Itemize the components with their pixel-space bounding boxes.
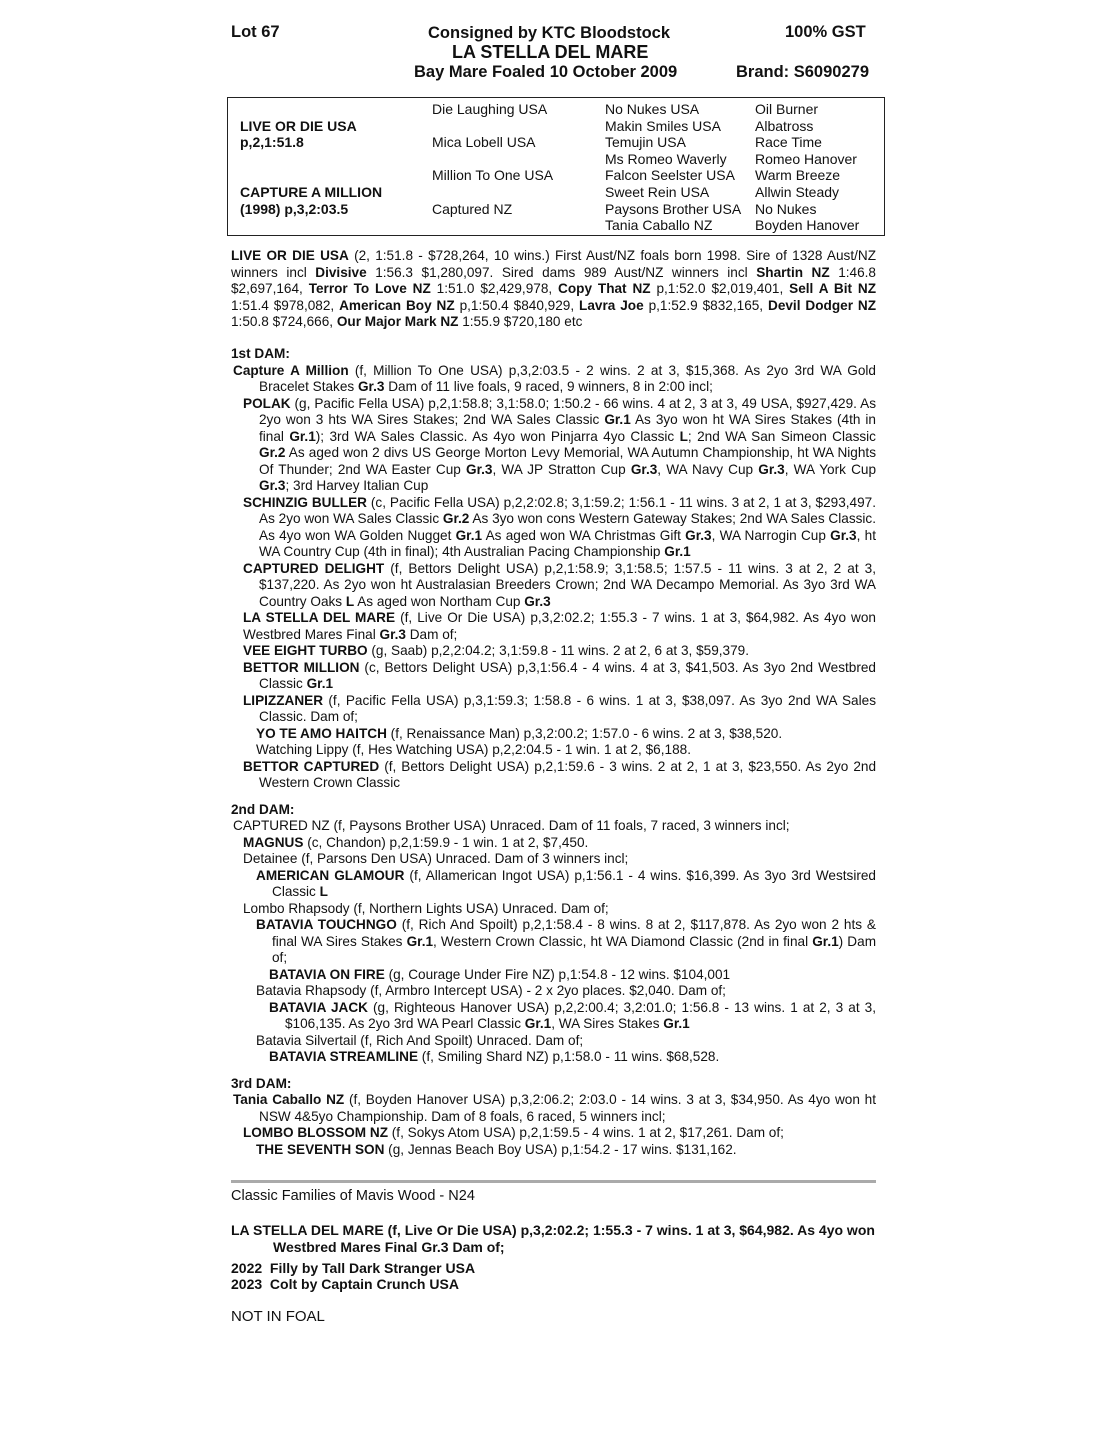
ped-g2: Million To One USA: [432, 167, 554, 183]
ped-g4: Allwin Steady: [755, 184, 840, 200]
bold-text: 2nd DAM:: [231, 801, 295, 817]
lot-number: Lot 67: [231, 23, 280, 41]
bold-text: Gr.1: [663, 1016, 690, 1031]
bold-text: VEE EIGHT TURBO: [243, 643, 368, 658]
text-run: (c, Chandon) p,2,1:59.9 - 1 win. 1 at 2, $7,450.: [303, 834, 589, 850]
family-entry: [231, 917, 876, 967]
ped-g2: Captured NZ: [432, 201, 513, 217]
bold-text: Sell A Bit NZ: [789, 281, 877, 296]
bold-text: BETTOR CAPTURED: [243, 758, 380, 774]
text-run: (f, Bettors Delight USA) p,2,1:59.6 - 3 wins. 2 at 2, 1 at 3, $23,550. As 2yo 2nd Western Crown Classic: [259, 758, 877, 790]
ped-g4: Boyden Hanover: [755, 217, 860, 233]
text-run: ; 3rd Harvey Italian Cup: [285, 478, 429, 493]
bold-text: 3rd DAM:: [231, 1075, 292, 1091]
bold-text: L: [345, 593, 355, 609]
bold-text: Gr.2: [442, 511, 470, 526]
bold-text: Gr.1: [455, 527, 483, 543]
horse-name: LA STELLA DEL MARE: [452, 42, 649, 62]
family-entry: [231, 643, 876, 660]
bold-text: Gr.1: [664, 544, 691, 559]
ped-g4: No Nukes: [755, 201, 817, 217]
bold-text: LA STELLA DEL MARE: [243, 610, 396, 625]
sire-summary: [231, 248, 876, 331]
ped-g3: Makin Smiles USA: [605, 118, 721, 134]
text-run: , ht WA Country Cup (4th in final); 4th Australian Pacing Championship: [259, 527, 876, 559]
bold-text: Shartin NZ: [756, 264, 830, 280]
text-run: (f, Smiling Shard NZ) p,1:58.0 - 11 wins. $68,528.: [418, 1049, 720, 1064]
bold-text: L: [319, 884, 328, 899]
family-entry: [231, 693, 876, 726]
bold-text: 1st DAM:: [231, 346, 290, 361]
sire-paragraph: [231, 248, 876, 331]
family-entry: [231, 1092, 876, 1125]
bold-text: MAGNUS: [243, 834, 304, 850]
bold-text: Capture A Million: [233, 362, 349, 378]
ped-g3: Ms Romeo Waverly: [605, 151, 727, 167]
bold-text: CAPTURED DELIGHT: [243, 560, 385, 576]
text-run: 1:46.8 $2,697,164,: [231, 264, 876, 296]
bold-text: SCHINZIG BULLER: [243, 494, 367, 510]
bold-text: Gr.3: [524, 593, 551, 609]
ped-g4: Warm Breeze: [755, 167, 841, 183]
text-run: (g, Saab) p,2,2:04.2; 3,1:59.8 - 11 wins. 2 at 2, 6 at 3, $59,379.: [367, 643, 750, 658]
foaled-info: Bay Mare Foaled 10 October 2009: [414, 63, 678, 81]
text-run: 1:56.3 $1,280,097. Sired dams 989 Aust/NZ winners incl: [366, 264, 757, 280]
family-entry: [231, 1000, 876, 1033]
bold-text: Gr.3: [466, 461, 493, 477]
text-run: Batavia Silvertail (f, Rich And Spoilt) Unraced. Dam of;: [256, 1032, 584, 1048]
bold-text: Gr.3: [685, 527, 712, 543]
bold-text: American Boy NZ: [339, 297, 455, 313]
bold-text: Gr.3: [259, 478, 286, 493]
section-heading: [231, 346, 876, 363]
family-entry: [231, 396, 876, 495]
text-run: Dam of 11 live foals, 9 raced, 9 winners, 8 in 2:00 incl;: [384, 379, 713, 394]
gst-label: 100% GST: [785, 23, 866, 41]
family-entry: [231, 1049, 876, 1066]
text-run: , WA Sires Stakes: [551, 1016, 664, 1031]
ped-dam: CAPTURE A MILLION: [240, 184, 383, 200]
section-heading: [231, 802, 876, 819]
text-run: , WA Navy Cup: [657, 461, 759, 477]
family-summary: LA STELLA DEL MARE (f, Live Or Die USA) p,3,2:02.2; 1:55.3 - 7 wins. 1 at 3, $64,982. As 4yo won Westbred Mares Final Gr.3 Dam of;: [231, 1222, 875, 1255]
bold-text: Gr.3: [379, 626, 406, 642]
text-run: 1:50.8 $724,666,: [231, 314, 337, 329]
text-run: Batavia Rhapsody (f, Armbro Intercept USA) - 2 x 2yo places. $2,040. Dam of;: [256, 983, 726, 998]
family-entry: [231, 363, 876, 396]
bold-text: L: [679, 428, 688, 444]
text-run: (2, 1:51.8 - $728,264, 10 wins.) First Aust/NZ foals born 1998. Sire of 1328 Aust/NZ winners incl: [231, 248, 876, 280]
text-run: p,1:52.9 $832,165,: [643, 297, 768, 313]
text-run: (c, Pacific Fella USA) p,2,2:02.8; 3,1:59.2; 1:56.1 - 11 wins. 3 at 2, 1 at 3, $293,497. As 2yo won WA Sales Classic: [259, 494, 876, 526]
text-run: As aged won WA Christmas Gift: [482, 527, 686, 543]
family-entry: [231, 983, 876, 1000]
text-run: 1:51.4 $978,082,: [231, 297, 340, 313]
bold-text: BATAVIA ON FIRE: [269, 966, 385, 982]
text-run: (f, Renaissance Man) p,3,2:00.2; 1:57.0 - 6 wins. 2 at 3, $38,520.: [386, 725, 783, 741]
text-run: (f, Pacific Fella USA) p,3,1:59.3; 1:58.8 - 6 wins. 1 at 3, $38,097. As 3yo 2nd WA Sales Classic. Dam of;: [259, 692, 876, 724]
text-run: , WA Narrogin Cup: [711, 527, 831, 543]
bold-text: Divisive: [315, 264, 367, 280]
family-title: Classic Families of Mavis Wood - N24: [231, 1188, 475, 1204]
text-run: p,1:52.0 $2,019,401,: [650, 281, 790, 296]
text-run: (f, Live Or Die USA) p,3,2:02.2; 1:55.3 - 7 wins. 1 at 3, $64,982. As 4yo won Westbred Mares Final: [243, 610, 876, 642]
text-run: (f, Million To One USA) p,3,2:03.5 - 2 wins. 2 at 3, $15,368. As 2yo 3rd WA Gold Bracelet Stakes: [259, 362, 876, 394]
bold-text: Lavra Joe: [579, 297, 644, 313]
bold-text: BATAVIA JACK: [269, 999, 368, 1015]
progeny-item: 2022 Filly by Tall Dark Stranger USA: [231, 1260, 476, 1276]
progeny-item: 2023 Colt by Captain Crunch USA: [231, 1276, 459, 1292]
bold-text: POLAK: [243, 395, 291, 411]
ped-g4: Albatross: [755, 118, 814, 134]
ped-g4: Romeo Hanover: [755, 151, 857, 167]
family-entry: [231, 1125, 876, 1142]
text-run: 1:51.0 $2,429,978,: [430, 281, 559, 296]
bold-text: BATAVIA STREAMLINE: [269, 1049, 419, 1064]
bold-text: LIPIZZANER: [243, 692, 324, 708]
family-entry: [231, 742, 876, 759]
text-run: p,1:50.4 $840,929,: [454, 297, 580, 313]
bold-text: Gr.1: [812, 933, 839, 949]
bold-text: THE SEVENTH SON: [256, 1141, 385, 1157]
family-entry: [231, 851, 876, 868]
bold-text: Gr.1: [524, 1016, 552, 1031]
bold-text: BATAVIA TOUCHNGO: [256, 917, 397, 932]
bold-text: Gr.1: [604, 412, 631, 427]
text-run: ); 3rd WA Sales Classic. As 4yo won Pinjarra 4yo Classic: [315, 428, 680, 444]
bold-text: Gr.3: [357, 379, 385, 394]
bold-text: Gr.1: [289, 428, 316, 444]
family-entry: [231, 759, 876, 792]
family-entry: [231, 868, 876, 901]
family-entry: [231, 967, 876, 984]
ped-g4: Race Time: [755, 134, 822, 150]
text-run: Detainee (f, Parsons Den USA) Unraced. Dam of 3 winners incl;: [243, 851, 629, 866]
bold-text: LIVE OR DIE USA: [231, 248, 349, 263]
text-run: (f, Rich And Spoilt) p,2,1:58.4 - 8 wins. 8 at 2, $117,878. As 2yo won 2 hts & final WA Sires Stakes: [272, 917, 876, 949]
text-run: (g, Righteous Hanover USA) p,2,2:00.4; 3,2:01.0; 1:56.8 - 13 wins. 1 at 2, 3 at 3, $106,135. As 2yo 3rd WA Pearl Classic: [285, 999, 876, 1031]
consigner: Consigned by KTC Bloodstock: [428, 24, 671, 42]
family-entry: [231, 901, 876, 918]
text-run: ) Dam of;: [272, 933, 877, 965]
text-run: , WA York Cup: [784, 461, 877, 477]
text-run: (g, Pacific Fella USA) p,2,1:58.8; 3,1:58.0; 1:50.2 - 66 wins. 4 at 2, 3 at 3, 49 USA, $927,429. As 2yo won 3 hts WA Sires Stakes; 2nd WA Sales Classic: [259, 395, 876, 427]
ped-g3: Sweet Rein USA: [605, 184, 710, 200]
ped-g3: Paysons Brother USA: [605, 201, 742, 217]
family-entry: [231, 660, 876, 693]
bold-text: Gr.3: [830, 527, 857, 543]
family-entry: [231, 835, 876, 852]
bold-text: YO TE AMO HAITCH: [256, 725, 387, 741]
ped-g3: Temujin USA: [605, 134, 686, 150]
ped-g4: Oil Burner: [755, 101, 819, 117]
family-entry: [231, 561, 876, 611]
text-run: , Western Crown Classic, ht WA Diamond Classic (2nd in final: [433, 933, 813, 949]
section-divider: [231, 1180, 876, 1183]
text-run: As 3yo won cons Western Gateway Stakes; 2nd WA Sales Classic. As 4yo won WA Golden Nugget: [259, 511, 877, 543]
ped-g2: Mica Lobell USA: [432, 134, 536, 150]
text-run: , WA JP Stratton Cup: [492, 461, 631, 477]
text-run: As aged won Northam Cup: [354, 593, 525, 609]
bold-text: Terror To Love NZ: [308, 281, 431, 296]
ped-g3: Tania Caballo NZ: [605, 217, 713, 233]
bold-text: Tania Caballo NZ: [233, 1092, 345, 1107]
family-entry: [231, 1033, 876, 1050]
text-run: (f, Allamerican Ingot USA) p,1:56.1 - 4 wins. $16,399. As 3yo 3rd Westsired Classic: [272, 867, 876, 899]
family-entry: [231, 726, 876, 743]
bold-text: Copy That NZ: [558, 281, 651, 296]
bold-text: Gr.1: [306, 676, 334, 691]
bold-text: AMERICAN GLAMOUR: [256, 867, 405, 883]
foal-status: NOT IN FOAL: [231, 1308, 325, 1325]
text-run: (f, Boyden Hanover USA) p,3,2:06.2; 2:03.0 - 14 wins. 3 at 3, $34,950. As 4yo won ht NSW 4&5yo Championship. Dam of 8 foals, 6 raced, 5 winners incl;: [259, 1092, 876, 1124]
text-run: (f, Sokys Atom USA) p,2,1:59.5 - 4 wins. 1 at 2, $17,261. Dam of;: [388, 1125, 784, 1140]
ped-sire: LIVE OR DIE USA: [240, 118, 357, 134]
text-run: Dam of;: [405, 626, 458, 642]
bold-text: Devil Dodger NZ: [768, 297, 877, 313]
text-run: CAPTURED NZ (f, Paysons Brother USA) Unraced. Dam of 11 foals, 7 raced, 3 winners incl;: [233, 818, 790, 833]
bold-text: Our Major Mark NZ: [336, 314, 459, 329]
text-run: ; 2nd WA San Simeon Classic: [687, 428, 876, 444]
family-entry: [231, 1142, 876, 1159]
brand: Brand: S6090279: [736, 63, 869, 81]
text-run: As 3yo won ht WA Sires Stakes (4th in final: [259, 412, 876, 444]
text-run: (c, Bettors Delight USA) p,3,1:56.4 - 4 wins. 4 at 3, $41,503. As 3yo 2nd Westbred Classic: [259, 659, 876, 691]
bold-text: Gr.2: [259, 445, 286, 460]
ped-sire-record: p,2,1:51.8: [240, 134, 304, 150]
ped-g2: Die Laughing USA: [432, 101, 548, 117]
bold-text: LOMBO BLOSSOM NZ: [243, 1125, 388, 1140]
ped-dam-record: (1998) p,3,2:03.5: [240, 201, 349, 217]
text-run: (g, Courage Under Fire NZ) p,1:54.8 - 12 wins. $104,001: [384, 966, 731, 982]
bold-text: Gr.3: [630, 461, 658, 477]
family-body: [231, 336, 876, 1158]
family-entry: [231, 495, 876, 561]
bold-text: Gr.3: [758, 461, 785, 477]
text-run: (f, Bettors Delight USA) p,2,1:58.9; 3,1:58.5; 1:57.5 - 11 wins. 3 at 2, 2 at 3, $137,220. As 2yo won ht Australasian Breeders Crown; 2nd WA Decampo Memorial. As 3yo 3rd WA Country Oaks: [259, 560, 876, 609]
text-run: As aged won 2 divs US George Morton Levy Memorial, WA Autumn Championship, ht WA Nights Of Thunder; 2nd WA Easter Cup: [259, 445, 876, 477]
family-entry: [231, 818, 876, 835]
text-run: (g, Jennas Beach Boy USA) p,1:54.2 - 17 wins. $131,162.: [384, 1141, 737, 1157]
bold-text: BETTOR MILLION: [243, 659, 360, 675]
text-run: 1:55.9 $720,180 etc: [458, 314, 583, 329]
ped-g3: No Nukes USA: [605, 101, 700, 117]
text-run: Watching Lippy (f, Hes Watching USA) p,2,2:04.5 - 1 win. 1 at 2, $6,188.: [256, 742, 691, 757]
bold-text: Gr.1: [406, 933, 434, 949]
ped-g3: Falcon Seelster USA: [605, 167, 735, 183]
section-heading: [231, 1076, 876, 1093]
text-run: Lombo Rhapsody (f, Northern Lights USA) Unraced. Dam of;: [243, 900, 609, 916]
family-entry: [231, 610, 876, 643]
